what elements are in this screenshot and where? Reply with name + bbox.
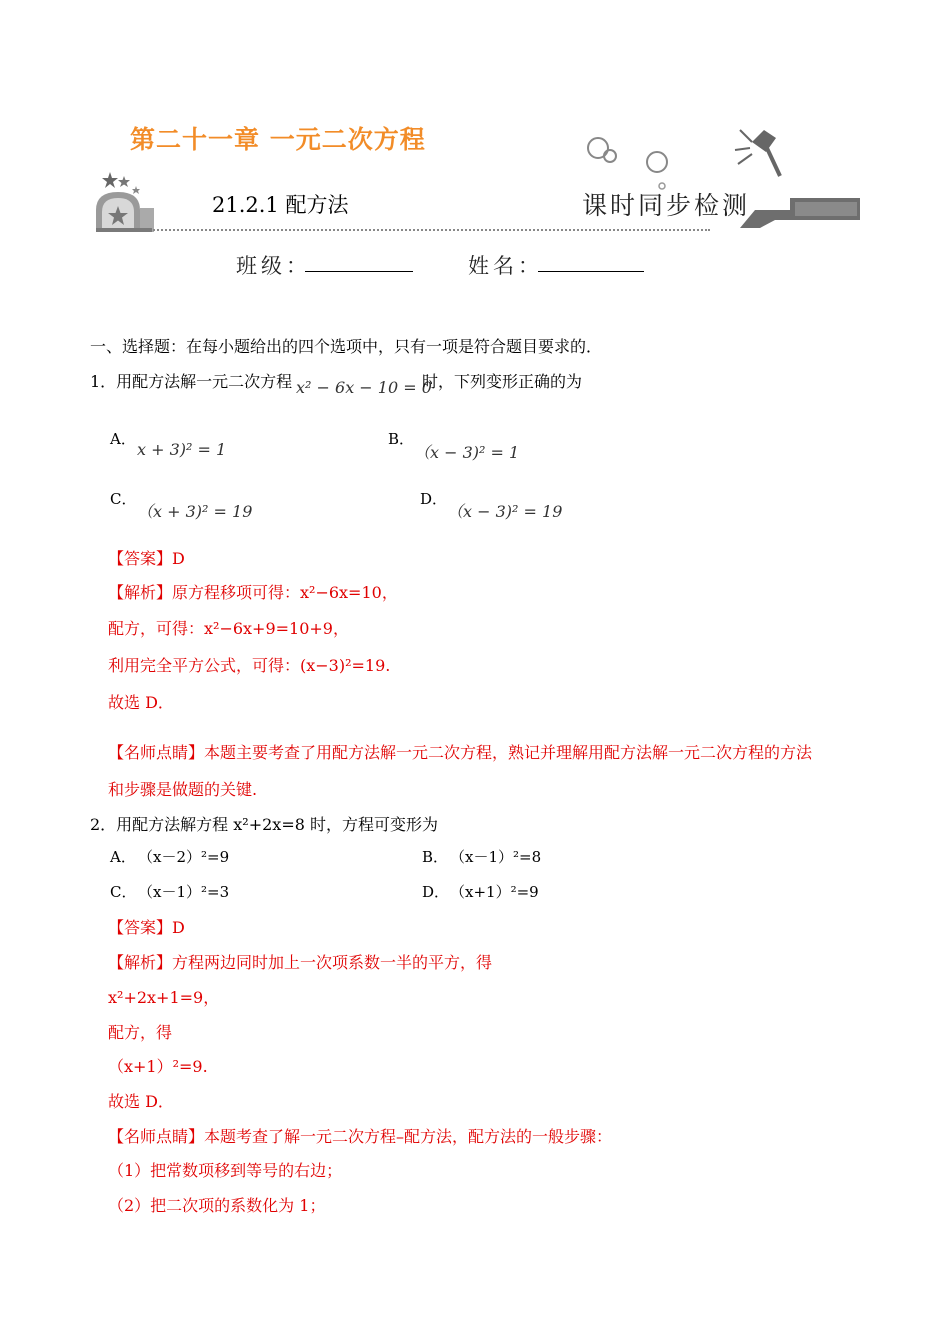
bubbles-lamp-icon: [580, 120, 790, 190]
q1-analysis-line: 故选 D．: [108, 693, 174, 712]
q1-option-a[interactable]: x + 3)² = 1: [137, 440, 227, 459]
class-label: 班级：: [236, 254, 311, 278]
badge-label: 课时同步检测: [582, 191, 751, 220]
q2-analysis-line: 故选 D．: [108, 1092, 174, 1111]
q2-answer: 【答案】D: [108, 918, 185, 937]
class-field[interactable]: [305, 271, 413, 272]
section-title: 21.2.1 配方法: [212, 193, 349, 217]
q2-option-d-label[interactable]: D．: [422, 883, 450, 901]
q2-analysis-line: （x+1）²=9.: [108, 1057, 208, 1076]
q1-option-b[interactable]: （x − 3)² = 1: [414, 443, 520, 462]
header-base: [96, 228, 152, 232]
q1-option-d[interactable]: （x − 3)² = 19: [447, 502, 563, 521]
name-field[interactable]: [538, 271, 644, 272]
q2-option-b-label[interactable]: B．: [422, 848, 449, 866]
q2-tip-step: （2）把二次项的系数化为 1；: [108, 1196, 326, 1215]
section-heading: 一、选择题：在每小题给出的四个选项中，只有一项是符合题目要求的．: [90, 337, 603, 356]
q1-option-b-label[interactable]: B．: [388, 430, 415, 448]
q1-option-d-label[interactable]: D．: [420, 490, 448, 508]
q1-option-c[interactable]: （x + 3)² = 19: [137, 502, 253, 521]
q1-option-c-label[interactable]: C．: [110, 490, 137, 508]
name-label: 姓名：: [468, 254, 543, 278]
q2-option-a-label[interactable]: A．: [110, 848, 136, 866]
q2-option-a[interactable]: （x－2）²=9: [138, 848, 230, 866]
q1-answer: 【答案】D: [108, 549, 185, 568]
q1-stem-tail: 时，下列变形正确的为: [422, 372, 583, 391]
q2-tip-step: （1）把常数项移到等号的右边；: [108, 1161, 343, 1180]
q2-option-c[interactable]: （x－1）²=3: [138, 883, 230, 901]
q2-option-d[interactable]: （x+1）²=9: [450, 883, 539, 901]
q1-analysis-line: 利用完全平方公式，可得：(x−3)²=19.: [108, 656, 391, 675]
star-tower-icon: [90, 168, 160, 234]
q2-analysis-line: x²+2x+1=9，: [108, 988, 220, 1007]
q2-tip: 【名师点睛】本题考查了解一元二次方程–配方法，配方法的一般步骤：: [108, 1127, 613, 1146]
header-bar: [560, 190, 862, 230]
q1-analysis-line: 【解析】原方程移项可得：x²−6x=10，: [108, 583, 398, 602]
q2-analysis-line: 【解析】方程两边同时加上一次项系数一半的平方，得: [108, 953, 493, 972]
chapter-title: 第二十一章 一元二次方程: [130, 125, 426, 154]
q1-tip: 【名师点睛】本题主要考查了用配方法解一元二次方程，熟记并理解用配方法解一元二次方程的方法: [108, 743, 813, 762]
q2-analysis-line: 配方，得: [108, 1023, 173, 1042]
q2-stem: 2．用配方法解方程 x²+2x=8 时，方程可变形为: [90, 815, 438, 834]
q1-equation: x² − 6x − 10 = 0: [296, 378, 432, 397]
q1-stem: 1．用配方法解一元二次方程: [90, 372, 293, 391]
header-divider: [150, 229, 710, 231]
q1-option-a-label[interactable]: A．: [110, 430, 136, 448]
q1-tip-cont: 和步骤是做题的关键.: [108, 780, 258, 799]
q2-option-b[interactable]: （x－1）²=8: [450, 848, 542, 866]
q2-option-c-label[interactable]: C．: [110, 883, 137, 901]
q1-analysis-line: 配方，可得：x²−6x+9=10+9，: [108, 619, 349, 638]
